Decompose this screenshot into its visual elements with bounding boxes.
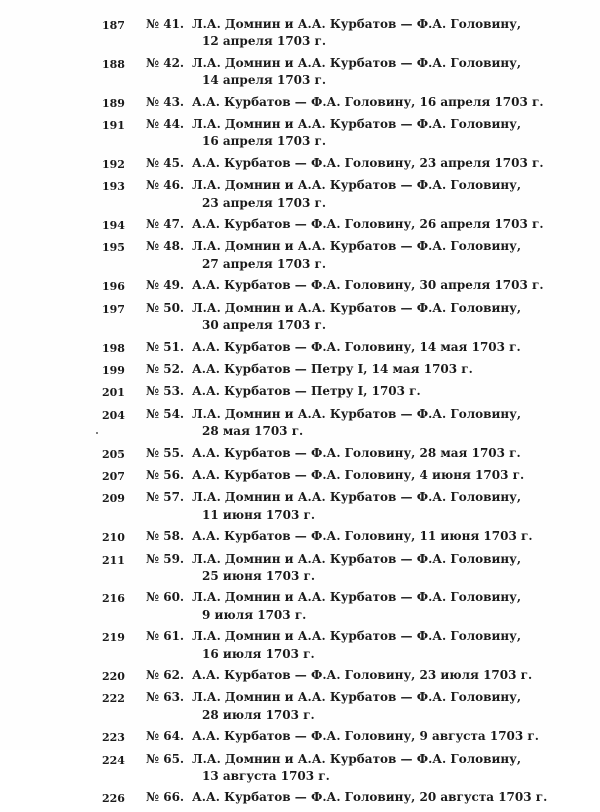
toc-description-line: Л.А. Домнин и А.А. Курбатов — Ф.А. Головину, <box>192 690 522 705</box>
toc-description-line: А.А. Курбатов — Ф.А. Головину, 16 апреля 1703 г. <box>192 94 544 109</box>
toc-description <box>192 467 524 485</box>
toc-page-number: 191 <box>102 119 125 133</box>
toc-description <box>192 445 522 463</box>
toc-description <box>192 751 522 786</box>
toc-description <box>192 628 522 663</box>
toc-document-number: № 63. <box>146 690 185 705</box>
toc-entry <box>102 589 522 624</box>
toc-description <box>192 667 532 685</box>
toc-document-number: № 47. <box>146 217 185 232</box>
toc-description <box>192 238 522 273</box>
toc-document-number: № 62. <box>146 668 185 682</box>
toc-entry <box>102 339 522 357</box>
toc-document-number: № 59. <box>146 551 185 566</box>
toc-document-number: № 54. <box>146 406 185 421</box>
toc-document-number: № 57. <box>146 490 185 505</box>
toc-description-line: Л.А. Домнин и А.А. Курбатов — Ф.А. Головину, <box>192 17 522 31</box>
toc-description-line: Л.А. Домнин и А.А. Курбатов — Ф.А. Головину, <box>192 751 522 766</box>
toc-entry <box>102 277 544 295</box>
toc-entry <box>102 16 522 51</box>
toc-description <box>192 177 522 212</box>
toc-description-date-line: 16 июля 1703 г. <box>202 646 315 661</box>
toc-description <box>192 277 544 295</box>
toc-description-date-line: 14 апреля 1703 г. <box>202 73 327 88</box>
toc-document-number: № 41. <box>146 17 185 31</box>
toc-document-number: № 46. <box>146 178 185 193</box>
toc-description-date-line: 12 апреля 1703 г. <box>202 34 327 49</box>
toc-page-number: 207 <box>102 469 125 483</box>
toc-description-line: А.А. Курбатов — Ф.А. Головину, 9 августа 1703 г. <box>192 729 539 744</box>
toc-document-number: № 56. <box>146 467 185 482</box>
toc-page-number: 205 <box>102 447 125 461</box>
toc-document-number: № 65. <box>146 751 185 766</box>
toc-description-line: Л.А. Домнин и А.А. Курбатов — Ф.А. Головину, <box>192 629 522 644</box>
toc-page-number: 196 <box>102 280 125 294</box>
toc-description-line: А.А. Курбатов — Ф.А. Головину, 14 мая 1703 г. <box>192 339 521 354</box>
toc-description <box>192 728 539 746</box>
toc-description-date-line: 13 августа 1703 г. <box>202 769 330 784</box>
toc-document-number: № 58. <box>146 529 185 544</box>
toc-description <box>192 589 522 624</box>
toc-page-number: 187 <box>102 19 125 32</box>
toc-entry <box>102 467 525 485</box>
toc-document-number: № 66. <box>146 790 185 805</box>
toc-page-number: 220 <box>102 670 125 683</box>
toc-document-number: № 49. <box>146 278 185 293</box>
toc-description-line: Л.А. Домнин и А.А. Курбатов — Ф.А. Головину, <box>192 117 522 132</box>
toc-description-line: А.А. Курбатов — Ф.А. Головину, 28 мая 1703 г. <box>192 445 521 460</box>
toc-description <box>192 689 522 724</box>
toc-document-number: № 51. <box>146 339 185 354</box>
toc-description-line: Л.А. Домнин и А.А. Курбатов — Ф.А. Головину, <box>192 551 522 566</box>
toc-page-number: 222 <box>102 692 125 706</box>
toc-description <box>192 155 544 173</box>
toc-description <box>192 116 522 151</box>
toc-document-number: № 53. <box>146 384 185 399</box>
toc-entry <box>102 383 522 401</box>
toc-entry <box>102 689 522 724</box>
toc-description <box>192 383 522 401</box>
toc-entry <box>102 116 522 151</box>
toc-description-date-line: 11 июня 1703 г. <box>202 507 316 522</box>
toc-page-number: 219 <box>102 631 125 645</box>
toc-description-line: А.А. Курбатов — Ф.А. Головину, 23 июля 1703 г. <box>192 668 533 682</box>
toc-entry <box>102 94 544 112</box>
toc-entry <box>102 667 533 685</box>
toc-entry <box>102 406 522 441</box>
toc-document-number: № 48. <box>146 239 185 254</box>
toc-entry <box>102 789 548 807</box>
toc-description-line: А.А. Курбатов — Петру I, 14 мая 1703 г. <box>192 361 473 376</box>
toc-entry <box>102 155 544 173</box>
toc-page-number: 204 <box>102 408 125 422</box>
toc-document-number: № 43. <box>146 94 185 109</box>
toc-description-date-line: 23 апреля 1703 г. <box>202 195 327 210</box>
toc-page-number: 189 <box>102 96 125 110</box>
toc-description-line: Л.А. Домнин и А.А. Курбатов — Ф.А. Головину, <box>192 406 522 421</box>
toc-entry <box>102 300 522 335</box>
toc-entry <box>102 751 522 786</box>
toc-page-number: 193 <box>102 180 125 194</box>
toc-description-line: А.А. Курбатов — Ф.А. Головину, 11 июня 1703 г. <box>192 529 533 544</box>
toc-page-number: 188 <box>102 57 125 71</box>
toc-entry <box>102 238 522 273</box>
toc-entry <box>102 445 522 463</box>
toc-entry <box>102 216 544 234</box>
toc-page-number: 195 <box>102 241 125 255</box>
toc-description <box>192 406 522 441</box>
toc-entry <box>102 551 522 586</box>
toc-document-number: № 64. <box>146 729 185 744</box>
toc-page-number: 194 <box>102 219 125 233</box>
toc-description-date-line: 16 апреля 1703 г. <box>202 134 327 149</box>
table-of-contents <box>102 16 548 812</box>
toc-document-number: № 60. <box>146 590 185 605</box>
toc-page-number: 199 <box>102 363 125 377</box>
toc-description <box>192 489 522 524</box>
toc-description <box>192 789 547 807</box>
toc-entry <box>102 628 522 663</box>
toc-description-line: А.А. Курбатов — Ф.А. Головину, 30 апреля 1703 г. <box>192 278 544 293</box>
toc-document-number: № 61. <box>146 629 185 644</box>
toc-document-number: № 52. <box>146 361 185 376</box>
toc-entry <box>102 55 522 90</box>
toc-page-number: 223 <box>102 731 125 745</box>
toc-description-line: А.А. Курбатов — Ф.А. Головину, 23 апреля 1703 г. <box>192 155 544 170</box>
toc-description-date-line: 30 апреля 1703 г. <box>202 318 327 333</box>
toc-description <box>192 94 544 112</box>
toc-document-number: № 44. <box>146 117 185 132</box>
toc-page-number: 209 <box>102 492 125 506</box>
toc-entry <box>102 361 522 379</box>
toc-description-date-line: 28 мая 1703 г. <box>202 424 304 439</box>
toc-description <box>192 216 544 234</box>
toc-description-line: Л.А. Домнин и А.А. Курбатов — Ф.А. Головину, <box>192 300 522 315</box>
toc-description <box>192 339 522 357</box>
toc-entry <box>102 728 539 746</box>
toc-description-line: А.А. Курбатов — Ф.А. Головину, 26 апреля 1703 г. <box>192 217 544 232</box>
toc-description <box>192 551 522 586</box>
toc-description-date-line: 27 апреля 1703 г. <box>202 256 327 271</box>
toc-page-number: 210 <box>102 531 125 545</box>
toc-document-number: № 55. <box>146 445 185 460</box>
toc-document-number: № 50. <box>146 300 185 315</box>
toc-document-number: № 45. <box>146 155 185 170</box>
toc-page-number: 216 <box>102 592 125 606</box>
toc-page-number: 198 <box>102 341 125 355</box>
toc-description-line: Л.А. Домнин и А.А. Курбатов — Ф.А. Головину, <box>192 590 522 605</box>
toc-description <box>192 300 522 335</box>
toc-description-line: Л.А. Домнин и А.А. Курбатов — Ф.А. Головину, <box>192 178 522 193</box>
toc-document-number: № 42. <box>146 55 185 70</box>
toc-entry <box>102 177 522 212</box>
toc-page-number: 201 <box>102 386 125 400</box>
toc-description <box>192 16 522 51</box>
toc-page-number: 211 <box>102 553 125 567</box>
toc-description-line: Л.А. Домнин и А.А. Курбатов — Ф.А. Головину, <box>192 239 522 254</box>
toc-page-number: 192 <box>102 157 125 171</box>
toc-description-date-line: 9 июля 1703 г. <box>202 607 307 622</box>
toc-description-date-line: 25 июня 1703 г. <box>202 568 316 583</box>
stray-ink-mark <box>96 432 98 434</box>
toc-description <box>192 528 533 546</box>
toc-description-line: Л.А. Домнин и А.А. Курбатов — Ф.А. Головину, <box>192 55 522 70</box>
toc-entry <box>102 528 533 546</box>
toc-description-line: Л.А. Домнин и А.А. Курбатов — Ф.А. Головину, <box>192 490 522 505</box>
toc-description <box>192 55 522 90</box>
toc-page-number: 197 <box>102 302 125 316</box>
toc-description-date-line: 28 июля 1703 г. <box>202 707 315 722</box>
toc-description-line: А.А. Курбатов — Петру I, 1703 г. <box>192 384 421 399</box>
toc-description <box>192 361 522 379</box>
toc-page-number: 226 <box>102 792 125 806</box>
toc-page-number: 224 <box>102 753 125 767</box>
toc-description-line: А.А. Курбатов — Ф.А. Головину, 20 августа 1703 г. <box>192 790 548 805</box>
toc-entry <box>102 489 522 524</box>
toc-description-line: А.А. Курбатов — Ф.А. Головину, 4 июня 1703 г. <box>192 467 525 482</box>
